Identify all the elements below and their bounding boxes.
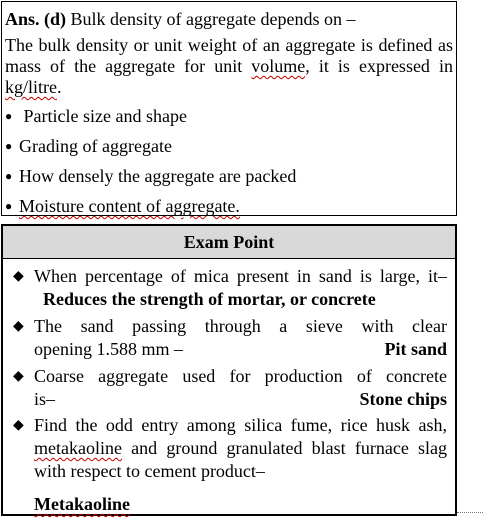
bullet-text: Grading of aggregate	[19, 136, 172, 156]
question-text-a: Find the odd entry among silica fume, rice husk ash,	[34, 415, 447, 435]
exam-point-text	[34, 265, 447, 311]
answer-text: Pit sand	[384, 339, 447, 359]
bullet-icon: ●	[5, 199, 13, 213]
bullet-text: How densely the aggregate are packed	[19, 166, 297, 186]
answer-title	[5, 9, 355, 29]
definition-unit: kg/litre	[5, 77, 57, 97]
answer-text: Metakaoline	[34, 494, 130, 514]
answer-title-text: Bulk density of aggregate depends on –	[66, 9, 356, 29]
question-text-line2: opening 1.588 mm –	[34, 339, 183, 359]
bullet-icon: ●	[5, 169, 13, 183]
bullet-item	[5, 196, 240, 216]
question-text: When percentage of mica present in sand is large, it–	[34, 266, 447, 286]
exam-point-text	[34, 365, 447, 411]
dotted-leader	[457, 512, 483, 513]
bullet-item	[5, 166, 296, 186]
definition-text-2: , it is expressed in	[305, 56, 453, 76]
definition-paragraph	[5, 35, 453, 98]
answer-text: Stone chips	[359, 389, 447, 409]
exam-point-text	[34, 414, 447, 516]
bullet-text: Moisture content of aggregate.	[19, 196, 240, 216]
exam-point-box	[1, 224, 457, 516]
question-text-line1: The sand passing through a sieve with clear	[34, 316, 447, 336]
diamond-icon: ◆	[13, 269, 24, 284]
answer-box	[1, 1, 457, 216]
bullet-item	[5, 106, 187, 126]
answer-label: Ans. (d)	[5, 9, 67, 29]
question-word: metakaoline	[34, 438, 122, 458]
diamond-icon: ◆	[13, 319, 24, 334]
definition-text-1: The bulk density or unit weight of an aggregate is defined as mass of the aggregate for unit	[5, 35, 453, 76]
question-text-line2: is–	[34, 389, 56, 409]
bullet-icon: ●	[5, 109, 13, 123]
definition-word: volume	[251, 56, 306, 76]
exam-point-text	[34, 315, 447, 361]
question-text-b: and ground granulated blast furnace slag with respect to cement product–	[34, 438, 447, 481]
answer-text: Reduces the strength of mortar, or concrete	[43, 289, 376, 309]
diamond-icon: ◆	[13, 418, 24, 433]
bullet-item	[5, 136, 172, 156]
exam-point-header: Exam Point	[3, 226, 455, 259]
bullet-text: Particle size and shape	[23, 106, 187, 126]
question-text-line1: Coarse aggregate used for production of concrete	[34, 366, 447, 386]
definition-end: .	[57, 77, 62, 97]
diamond-icon: ◆	[13, 369, 24, 384]
bullet-icon: ●	[5, 139, 13, 153]
